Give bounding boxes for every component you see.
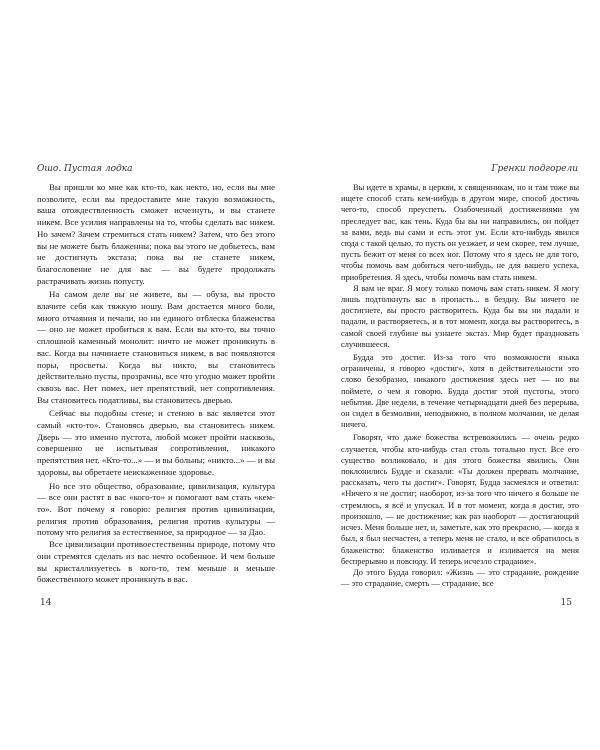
running-header: Гренки подгорели xyxy=(491,164,578,174)
paragraph: Будда это достиг. Из-за того что возможности языка ограничены, я говорю «достиг», хотя в действительности это слово безобразно, никакого достижения здесь нет — но вы поймете, о чем я говорю. Будда достиг этой пустоты, этого небытия. Две недели, в течение четырнадцати дней без перерыва, он сидел в безмолвии, неподвижно, в полном молчании, не делая ничего. xyxy=(341,353,579,430)
right-page xyxy=(300,0,600,750)
page-number: 14 xyxy=(40,598,52,608)
paragraph: Все цивилизации противоестественны природе, потому что они стремятся сделать из вас нечто особенное. И чем больше вы кристаллизуетесь в кого-то, тем меньше и меньше божественного может проникнуть в вас. xyxy=(37,539,275,585)
paragraph: Говорят, что даже божества встревожились — очень редко случается, чтобы кто-нибудь стал столь тотально пуст. Все его существо возликовало, и для этого божества явились. Они поклонились Будде и сказали: «Ты должен прервать молчание, рассказать, чего ты достиг». Говорят, Будда засмеялся и ответил: «Ничего я не достиг; наоборот, из-за того что ничего я больше не стремлюсь, я всё и упускал. И в тот момент, когда я достиг, это произошло, — не достижение; как раз наоборот — достигающий исчез. Меня больше нет, и, заметьте, как это прекрасно, — когда я был, я был несчастен, а теперь меня не стало, и все обратилось в блаженство: блаженство изливается и изливается на меня беспрерывно и повсюду. И теперь исчезло страдание». xyxy=(341,433,579,566)
page-body xyxy=(341,182,579,589)
paragraph: До этого Будда говорил: «Жизнь — это страдание, рождение — это страдание, смерть — страдание, все xyxy=(341,567,579,589)
paragraph: Я вам не враг. Я могу только помочь вам стать никем. Я могу лишь подтолкнуть вас в пропасть... в бездну. Вы ничего не достигнете, вы просто растворитесь. Куда бы вы ни падали и падали, и растворяетесь, и в тот момент, когда вы растворитесь, в самой своей глубине вы узнаете экстаз. Мир будет праздновать случившееся. xyxy=(341,283,579,349)
paragraph: На самом деле вы не живете, вы — обуза, вы просто влачите себя как тяжкую ношу. Вам достается много боли, много отчаяния и печали, но ни единого отблеска блаженства — оно не может пробиться к вам. Если вы кто-то, вы точно сплошной каменный монолит: ничто не может проникнуть в вас. Когда вы начинаете становиться никем, в вас появляются поры, просветы. Когда вы никто, вы становитесь действительно пусты, прозрачны, все что угодно может пройти сквозь вас. Нет помех, нет препятствий, нет сопротивления. Вы становитесь податливы, вы становитесь дверью. xyxy=(37,289,275,405)
paragraph: Вы идете в храмы, в церкви, к священникам, но и там тоже вы ищете способ стать кем-нибудь в другом мире, способ достичь чего-то, способ преуспеть. Озабоченный достижениями ум преследует вас, как тень. Куда бы вы ни направились, он пойдет за вами, ведь вы сами и есть этот ум. Если кто-нибудь явился сюда с такой целью, то пусть он уезжает, и чем скорее, тем лучше, пусть бежит от меня со всех ног. Потому что я здесь не для того, чтобы помочь вам добиться чего-нибудь, не для вашего успеха, приобретения. Я здесь, чтобы помочь вам стать никем. xyxy=(341,183,579,282)
page-number: 15 xyxy=(560,598,572,608)
paragraph: Но все это общество, образование, цивилизация, культура — все они растят в вас «кого-то» и помогают вам стать «кем-то». Вот почему я говорю: религия против цивилизации, религия против образования, религия против культуры — потому что религия за естественное, за природное — за Дао. xyxy=(37,480,275,538)
paragraph: Сейчас вы подобны стене; и стеною в вас является этот самый «кто-то». Становясь дверью, вы становитесь никем. Дверь — это именно пустота, любой может пройти насквозь, совершенно не испытывая сопротивления, никакого препятствия нет. «Кто-то...» — и вы больны; «никто...» — и вы здоровы, вы обретаете неискаженное здоровье. xyxy=(37,408,275,477)
paragraph: Вы пришли ко мне как кто-то, как некто, но, если вы мне позволите, если вы предоставите мне такую возможность, ваша отождествленность сможет исчезнуть, и вы станете никем. Все усилия направлены на то, чтобы сделать вас никем. Но зачем? Зачем стремиться стать никем? Затем, что без этого вы не можете быть блаженны; пока вы этого не добьетесь, вам не достигнуть экстаза; пока вы не станете никем, благословение не для вас — вы будете продолжать растрачивать жизнь попусту. xyxy=(37,182,275,286)
page-body xyxy=(37,182,275,586)
running-header: Ошо. Пустая лодка xyxy=(37,164,133,174)
